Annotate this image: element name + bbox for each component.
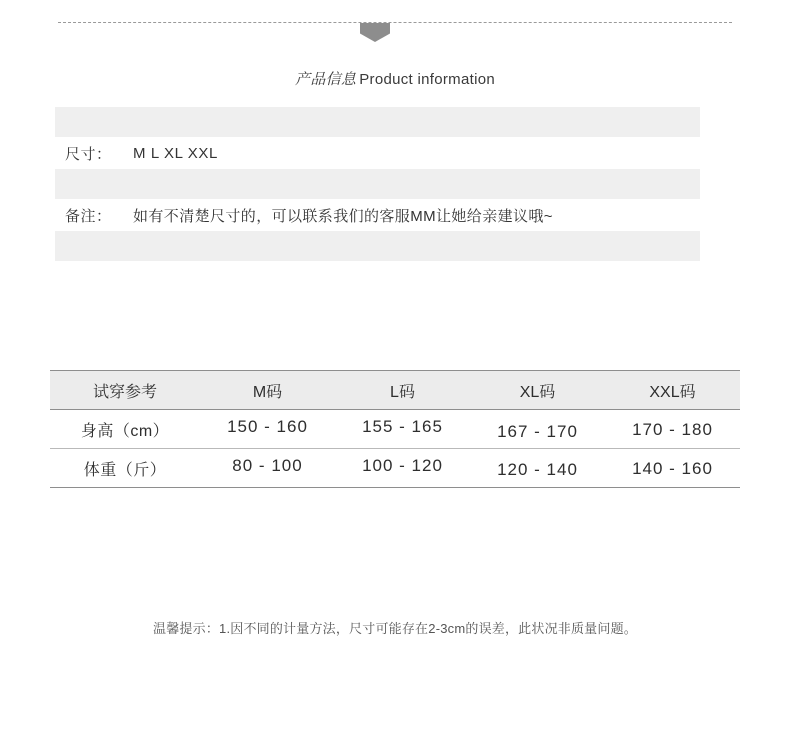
size-label: 尺寸： [65,145,112,163]
table-header-cell-2: L码 [335,371,470,410]
cell-text: 80 - 100 [232,456,303,475]
note-label: 备注： [65,207,112,225]
footer-tip: 温馨提示：1.因不同的计量方法，尺寸可能存在2-3cm的误差，此状况非质量问题。 [153,621,637,636]
table-header-cell-3: XL码 [470,371,605,410]
band-row-3 [55,231,700,261]
size-reference-table [50,370,740,488]
table-row [50,449,740,488]
page-title-en: Product information [359,71,495,88]
band-row-2 [55,169,700,199]
cell-text: 150 - 160 [227,417,308,436]
cell-text: 167 - 170 [497,422,578,441]
row-label-height: 身高（cm） [50,410,200,449]
cell-weight-m [200,449,335,488]
cell-weight-l [335,449,470,488]
size-value: M L XL XXL [133,144,218,162]
table-header-cell-4: XXL码 [605,371,740,410]
cell-text: 155 - 165 [362,417,443,436]
cell-height-xl [470,410,605,449]
cell-text: 100 - 120 [362,456,443,475]
tab-marker-icon [360,23,390,42]
cell-text: 140 - 160 [632,459,713,478]
cell-text: 170 - 180 [632,420,713,439]
top-dashed-divider [58,22,732,23]
band-row-1 [55,107,700,137]
cell-weight-xl [470,449,605,488]
cell-height-xxl [605,410,740,449]
table-header-cell-1: M码 [200,371,335,410]
page-title [0,68,790,89]
note-row [55,199,700,231]
row-label-weight: 体重（斤） [50,449,200,488]
size-row [55,137,700,169]
cell-height-l [335,410,470,449]
info-block [55,107,700,261]
table-header-row [50,371,740,410]
table-row [50,410,740,449]
cell-text: 120 - 140 [497,460,578,479]
cell-weight-xxl [605,449,740,488]
table-header-cell-0: 试穿参考 [50,371,200,410]
cell-height-m [200,410,335,449]
page-title-cn: 产品信息 [295,71,357,88]
note-value: 如有不清楚尺寸的，可以联系我们的客服MM让她给亲建议哦~ [133,207,553,225]
